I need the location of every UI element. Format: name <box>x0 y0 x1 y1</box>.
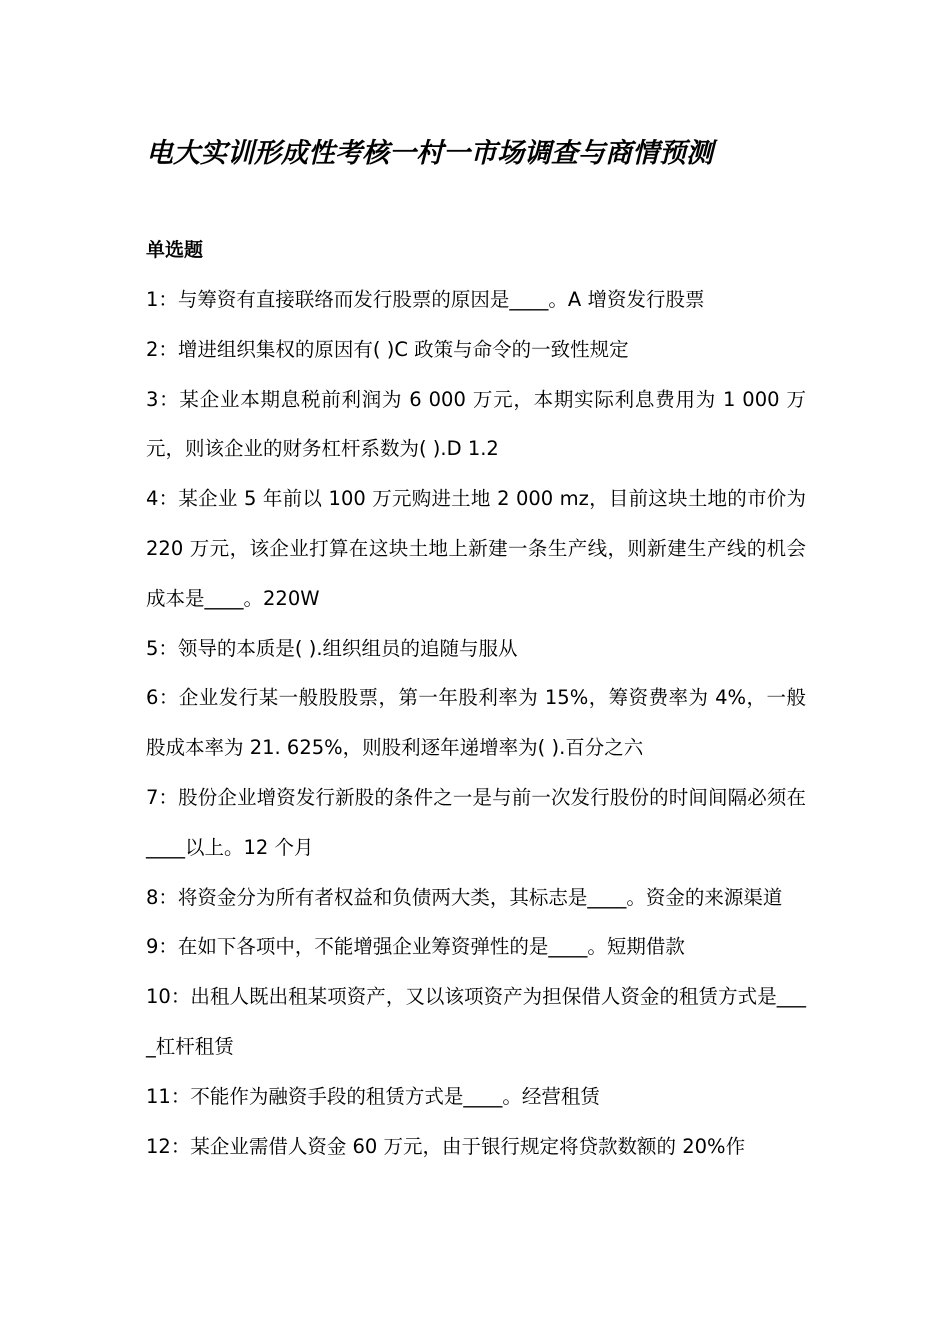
section-heading: 单选题 <box>146 239 204 261</box>
question-list <box>146 275 806 1171</box>
question-7: 7：股份企业增资发行新股的条件之一是与前一次发行股份的时间间隔必须在____以上。12 个月 <box>146 785 806 859</box>
question-11: 11：不能作为融资手段的租赁方式是____。经营租赁 <box>146 1084 600 1108</box>
question-4: 4：某企业 5 年前以 100 万元购进土地 2 000 mz，目前这块土地的市价为 220 万元，该企业打算在这块土地上新建一条生产线，则新建生产线的机会成本是____。220W <box>146 487 806 610</box>
question-5: 5：领导的本质是( ).组织组员的追随与服从 <box>146 636 518 660</box>
document-title: 电大实训形成性考核一村一市场调查与商情预测 <box>146 138 713 169</box>
question-12: 12：某企业需借人资金 60 万元，由于银行规定将贷款数额的 20%作 <box>146 1134 746 1158</box>
question-6: 6：企业发行某一般股股票，第一年股利率为 15%，筹资费率为 4%，一般股成本率为 21. 625%，则股利逐年递增率为( ).百分之六 <box>146 686 806 760</box>
question-9: 9：在如下各项中，不能增强企业筹资弹性的是____。短期借款 <box>146 935 685 959</box>
question-3: 3：某企业本期息税前利润为 6 000 万元，本期实际利息费用为 1 000 万元，则该企业的财务杠杆系数为( ).D 1.2 <box>146 387 806 461</box>
question-10: 10：出租人既出租某项资产，又以该项资产为担保借人资金的租赁方式是____杠杆租赁 <box>146 985 806 1058</box>
question-2: 2：增进组织集权的原因有( )C 政策与命令的一致性规定 <box>146 337 629 361</box>
question-1: 1：与筹资有直接联络而发行股票的原因是____。A 增资发行股票 <box>146 288 705 311</box>
question-8: 8：将资金分为所有者权益和负债两大类，其标志是____。资金的来源渠道 <box>146 885 783 909</box>
